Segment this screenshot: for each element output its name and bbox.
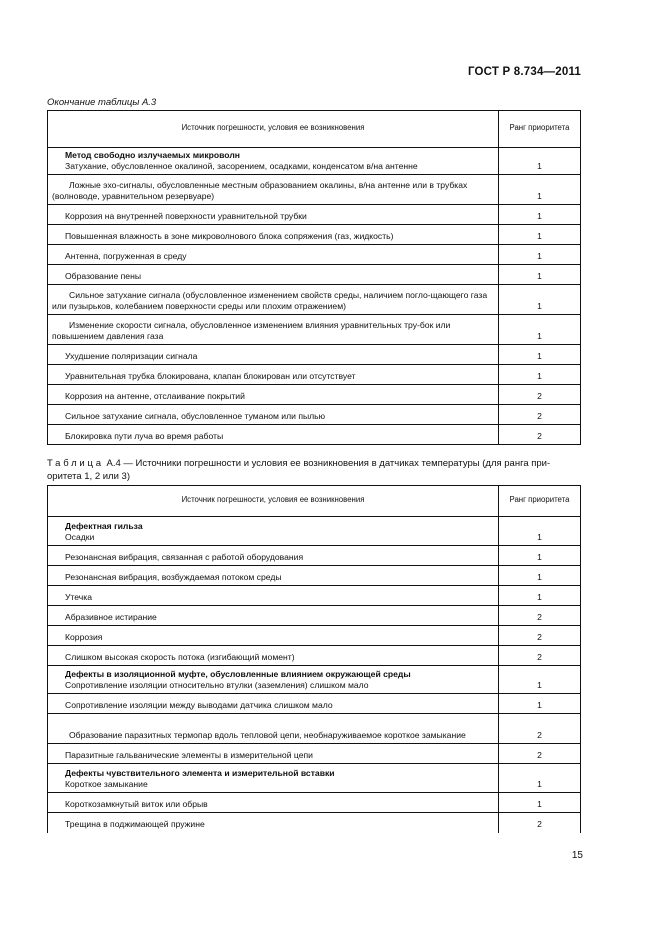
table-row (48, 546, 581, 566)
table-row (48, 365, 581, 385)
table-row (48, 225, 581, 245)
caption-prefix: Таблица (47, 458, 104, 469)
row-rank: 2 (499, 714, 581, 744)
table-a4 (47, 485, 581, 833)
row-text: Коррозия на внутренней поверхности уравнительной трубки (48, 205, 499, 225)
row-rank: 1 (499, 694, 581, 714)
row-rank: 1 (499, 225, 581, 245)
table-row (48, 666, 581, 694)
table-row (48, 714, 581, 744)
row-text: Короткозамкнутый виток или обрыв (48, 793, 499, 813)
column-header-rank: Ранг приоритета (499, 486, 581, 517)
row-rank: 1 (499, 175, 581, 205)
document-header: ГОСТ Р 8.734—2011 (467, 66, 581, 78)
row-text: Затухание, обусловленное окалиной, засорением, осадками, конденсатом в/на антенне (65, 160, 418, 171)
row-rank: 2 (499, 606, 581, 626)
group-title: Дефекты в изоляционной муфте, обусловленные влиянием окружающей среды (65, 668, 411, 679)
table-a4-caption (47, 458, 580, 483)
table-row (48, 517, 581, 546)
row-rank: 2 (499, 385, 581, 405)
row-text: Сильное затухание сигнала, обусловленное туманом или пылью (48, 405, 499, 425)
row-text: Паразитные гальванические элементы в измерительной цепи (48, 744, 499, 764)
row-text: Изменение скорости сигнала, обусловленное изменением влияния уравнительных тру-бок или повышением давления газа (48, 315, 499, 345)
row-text: Образование паразитных термопар вдоль тепловой цепи, необнаруживаемое короткое замыкание (48, 714, 499, 744)
table-row (48, 148, 581, 175)
row-text: Резонансная вибрация, связанная с работой оборудования (48, 546, 499, 566)
row-text: Трещина в поджимающей пружине (48, 813, 499, 833)
row-rank: 2 (499, 744, 581, 764)
row-text: Слишком высокая скорость потока (изгибающий момент) (48, 646, 499, 666)
caption-text-line2: оритета 1, 2 или 3) (47, 470, 130, 482)
group-title: Метод свободно излучаемых микроволн (65, 149, 240, 160)
row-rank: 1 (499, 793, 581, 813)
group-title: Дефекты чувствительного элемента и измерительной вставки (65, 767, 335, 778)
row-rank: 2 (499, 813, 581, 833)
row-text: Блокировка пути луча во время работы (48, 425, 499, 445)
table-a3 (47, 110, 581, 445)
row-rank: 1 (499, 764, 581, 793)
table-row (48, 205, 581, 225)
table-row (48, 793, 581, 813)
row-text: Сопротивление изоляции между выводами датчика слишком мало (48, 694, 499, 714)
column-header-rank: Ранг приоритета (499, 111, 581, 148)
row-text: Ложные эхо-сигналы, обусловленные местным образованием окалины, в/на антенне или в трубках (волноводе, уравнительном резервуаре) (48, 175, 499, 205)
table-row (48, 315, 581, 345)
group-title: Дефектная гильза (65, 520, 143, 531)
row-rank: 1 (499, 546, 581, 566)
row-text: Сильное затухание сигнала (обусловленное изменением свойств среды, наличием погло-щающего газа или пузырьков, колебанием поверхности среды или плохим отражением) (48, 285, 499, 315)
table-row (48, 175, 581, 205)
row-text: Уравнительная трубка блокирована, клапан блокирован или отсутствует (48, 365, 499, 385)
row-text: Коррозия на антенне, отслаивание покрытий (48, 385, 499, 405)
caption-text: А.4 — Источники погрешности и условия ее возникновения в датчиках температуры (для ранга при- (106, 458, 551, 469)
row-rank: 1 (499, 285, 581, 315)
row-rank: 1 (499, 365, 581, 385)
column-header-source: Источник погрешности, условия ее возникновения (48, 111, 499, 148)
row-rank: 1 (499, 517, 581, 546)
table-row (48, 265, 581, 285)
row-text: Резонансная вибрация, возбуждаемая потоком среды (48, 566, 499, 586)
row-rank: 1 (499, 566, 581, 586)
row-rank: 1 (499, 315, 581, 345)
row-text: Антенна, погруженная в среду (48, 245, 499, 265)
table-row (48, 813, 581, 833)
table-row (48, 385, 581, 405)
column-header-source: Источник погрешности, условия ее возникновения (48, 486, 499, 517)
row-rank: 2 (499, 646, 581, 666)
row-rank: 2 (499, 405, 581, 425)
row-text: Сопротивление изоляции относительно втулки (заземления) слишком мало (65, 679, 369, 690)
row-text: Осадки (65, 531, 95, 542)
table-row (48, 285, 581, 315)
table-row (48, 345, 581, 365)
page-number: 15 (571, 850, 583, 861)
row-rank: 1 (499, 205, 581, 225)
table-row (48, 626, 581, 646)
row-text: Ухудшение поляризации сигнала (48, 345, 499, 365)
row-rank: 1 (499, 666, 581, 694)
table-row (48, 694, 581, 714)
row-rank: 1 (499, 245, 581, 265)
row-text: Короткое замыкание (65, 778, 148, 789)
row-rank: 1 (499, 586, 581, 606)
table-row (48, 245, 581, 265)
row-text: Утечка (48, 586, 499, 606)
row-text: Абразивное истирание (48, 606, 499, 626)
table-row (48, 425, 581, 445)
row-rank: 2 (499, 626, 581, 646)
row-text: Образование пены (48, 265, 499, 285)
row-text: Повышенная влажность в зоне микроволнового блока сопряжения (газ, жидкость) (48, 225, 499, 245)
row-rank: 2 (499, 425, 581, 445)
table-a3-caption: Окончание таблицы А.3 (47, 97, 157, 108)
table-row (48, 586, 581, 606)
table-row (48, 744, 581, 764)
table-row (48, 606, 581, 626)
table-row (48, 566, 581, 586)
row-rank: 1 (499, 345, 581, 365)
table-row (48, 646, 581, 666)
table-row (48, 405, 581, 425)
row-rank: 1 (499, 148, 581, 175)
table-row (48, 764, 581, 793)
row-text: Коррозия (48, 626, 499, 646)
row-rank: 1 (499, 265, 581, 285)
